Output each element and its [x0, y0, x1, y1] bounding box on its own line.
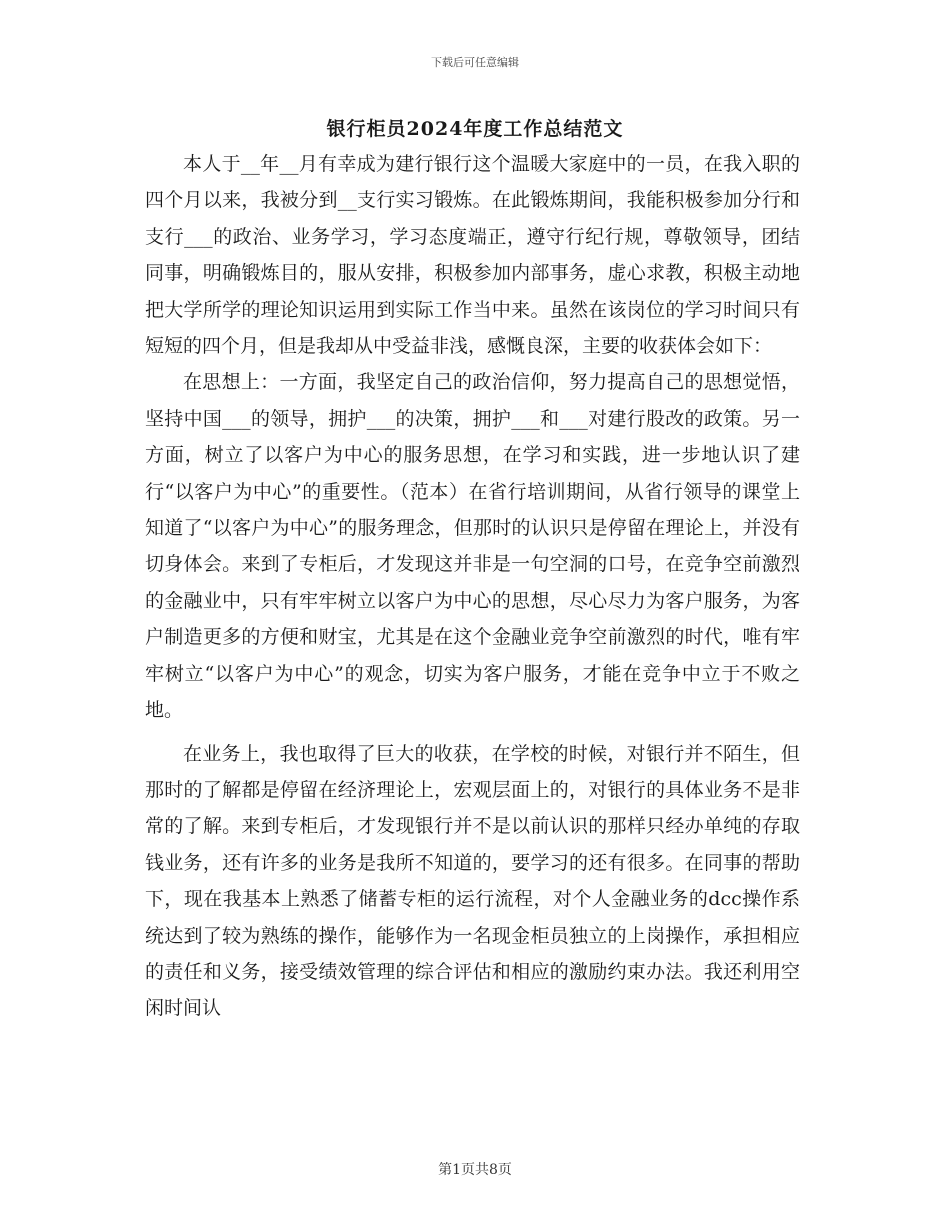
document-body	[145, 146, 800, 1027]
header-note: 下载后可任意编辑	[431, 56, 519, 69]
document-title: 银行柜员2024年度工作总结范文	[326, 118, 624, 140]
paragraph-intro: 本人于__年__月有幸成为建行银行这个温暖大家庭中的一员，在我入职的四个月以来，我被分到__支行实习锻炼。在此锻炼期间，我能积极参加分行和支行___的政治、业务学习，学习态度端正，遵守行纪行规，尊敬领导，团结同事，明确锻炼目的，服从安排，积极参加内部事务，虚心求教，积极主动地把大学所学的理论知识运用到实际工作当中来。虽然在该岗位的学习时间只有短短的四个月，但是我却从中受益非浅，感慨良深，主要的收获体会如下：	[145, 153, 800, 358]
page-number: 第1页共8页	[438, 1162, 512, 1178]
paragraph-business: 在业务上，我也取得了巨大的收获，在学校的时候，对银行并不陌生，但那时的了解都是停留在经济理论上，宏观层面上的，对银行的具体业务不是非常的了解。来到专柜后，才发现银行并不是以前认识的那样只经办单纯的存取钱业务，还有许多的业务是我所不知道的，要学习的还有很多。在同事的帮助下，现在我基本上熟悉了储蓄专柜的运行流程，对个人金融业务的dcc操作系统达到了较为熟练的操作，能够作为一名现金柜员独立的上岗操作，承担相应的责任和义务，接受绩效管理的综合评估和相应的激励约束办法。我还利用空闲时间认	[145, 742, 800, 1020]
paragraph-ideology: 在思想上：一方面，我坚定自己的政治信仰，努力提高自己的思想觉悟，坚持中国___的领导，拥护___的决策，拥护___和___对建行股改的政策。另一方面，树立了以客户为中心的服务思想，在学习和实践，进一步地认识了建行“以客户为中心”的重要性。（范本）在省行培训期间，从省行领导的课堂上知道了“以客户为中心”的服务理念，但那时的认识只是停留在理论上，并没有切身体会。来到了专柜后，才发现这并非是一句空洞的口号，在竞争空前激烈的金融业中，只有牢牢树立以客户为中心的思想，尽心尽力为客户服务，为客户制造更多的方便和财宝，尤其是在这个金融业竞争空前激烈的时代，唯有牢牢树立“以客户为中心”的观念，切实为客户服务，才能在竞争中立于不败之地。	[145, 371, 800, 722]
